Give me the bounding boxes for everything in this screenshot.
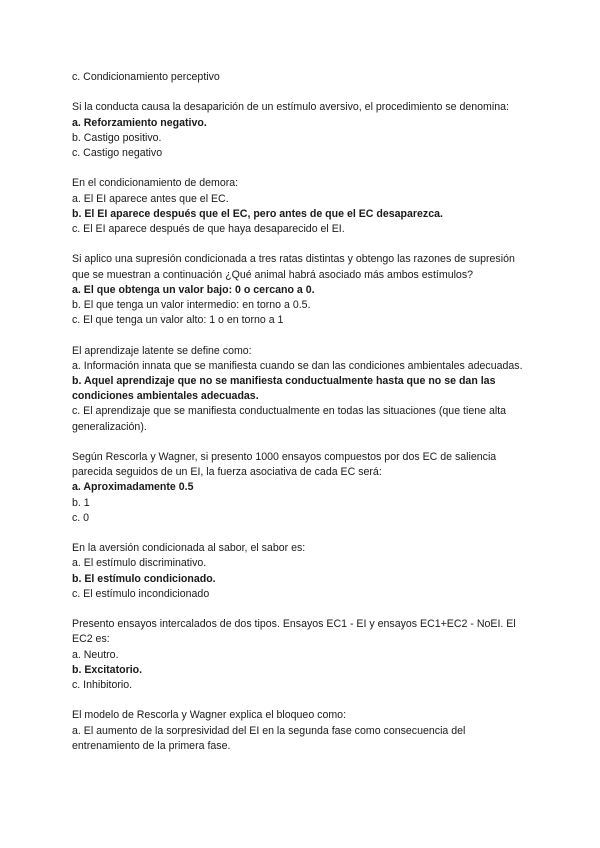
question-5-option-a: a. Aproximadamente 0.5 — [72, 481, 194, 494]
question-4-option-a: a. Información innata que se manifiesta cuando se dan las condiciones ambientales adecuadas. — [72, 359, 523, 372]
question-1-option-a: a. Reforzamiento negativo. — [72, 116, 207, 129]
lead-option: c. Condicionamiento perceptivo — [72, 71, 220, 83]
question-3-option-a: a. El que obtenga un valor bajo: 0 o cercano a 0. — [72, 283, 315, 296]
question-1-option-b: b. Castigo positivo. — [72, 131, 162, 144]
question-4-text: El aprendizaje latente se define como: — [72, 344, 252, 357]
document-page — [72, 70, 528, 754]
question-5-option-c: c. 0 — [72, 511, 90, 524]
question-2-option-c: c. El EI aparece después de que haya desaparecido el EI. — [72, 223, 345, 235]
question-5-text: Según Rescorla y Wagner, si presento 1000 ensayos compuestos por dos EC de saliencia parecida seguidos de un EI, la fuerza asociativa de cada EC será: — [72, 451, 497, 479]
question-3-option-b: b. El que tenga un valor intermedio: en torno a 0.5. — [72, 299, 311, 311]
question-2-option-b: b. El EI aparece después que el EC, pero antes de que el EC desaparezca. — [72, 207, 443, 220]
question-6-option-a: a. El estímulo discriminativo. — [72, 557, 207, 570]
question-6-text: En la aversión condicionada al sabor, el sabor es: — [72, 542, 306, 555]
question-3-text: Si aplico una supresión condicionada a tres ratas distintas y obtengo las razones de supresión que se muestran a continuación ¿Qué animal habrá asociado más ambos estímulos? — [72, 253, 515, 281]
question-2-option-a: a. El EI aparece antes que el EC. — [72, 192, 229, 205]
question-2-text: En el condicionamiento de demora: — [72, 177, 239, 190]
question-7-text: Presento ensayos intercalados de dos tipos. Ensayos EC1 - EI y ensayos EC1+EC2 - NoEI. El EC2 es: — [72, 618, 516, 646]
question-7-option-a: a. Neutro. — [72, 648, 119, 661]
question-4-option-b: b. Aquel aprendizaje que no se manifiesta conductualmente hasta que no se dan las condiciones ambientales adecuadas. — [72, 375, 496, 403]
question-8-option-a: a. El aumento de la sorpresividad del EI en la segunda fase como consecuencia del entrenamiento de la primera fase. — [72, 724, 466, 752]
question-7-option-b: b. Excitatorio. — [72, 663, 143, 676]
question-7-option-c: c. Inhibitorio. — [72, 679, 133, 692]
question-8-text: El modelo de Rescorla y Wagner explica el bloqueo como: — [72, 709, 347, 722]
question-6-option-b: b. El estímulo condicionado. — [72, 572, 216, 585]
question-5-option-b: b. 1 — [72, 496, 90, 509]
question-3-option-c: c. El que tenga un valor alto: 1 o en torno a 1 — [72, 314, 284, 327]
question-4-option-c: c. El aprendizaje que se manifiesta conductualmente en todas las situaciones (que tiene alta generalización). — [72, 405, 507, 433]
question-6-option-c: c. El estímulo incondicionado — [72, 587, 210, 600]
question-1-option-c: c. Castigo negativo — [72, 147, 163, 159]
question-1-text: Si la conducta causa la desaparición de un estímulo aversivo, el procedimiento se denomina: — [72, 101, 509, 114]
